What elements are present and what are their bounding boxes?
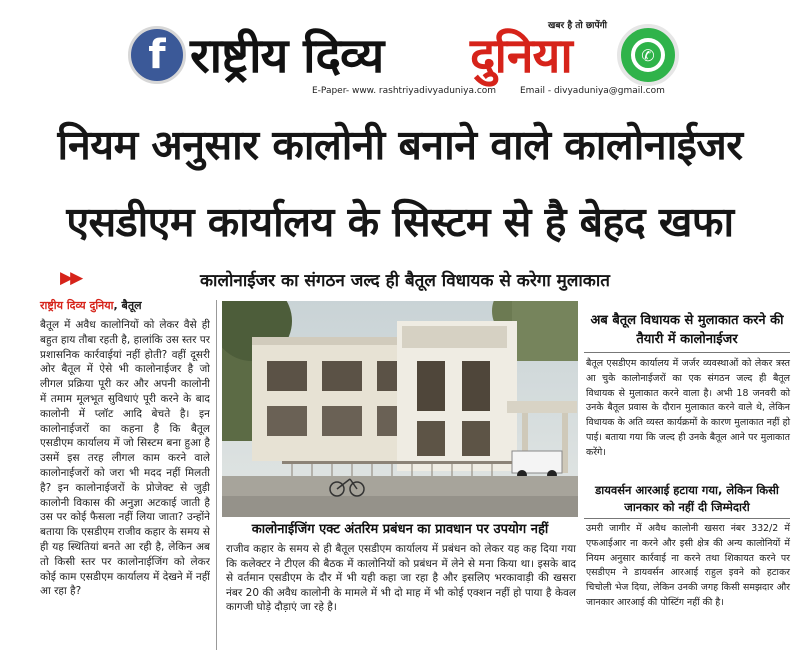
- dateline-place: , बैतूल: [113, 299, 142, 312]
- sidebar-heading-2: डायवर्सन आरआई हटाया गया, लेकिन किसी जानकार को नहीं दी जिम्मेदारी: [595, 483, 779, 514]
- column-divider: [216, 300, 217, 650]
- photo-caption: कालोनाईजिंग एक्ट अंतरिम प्रबंधन का प्रावधान पर उपयोग नहीं: [251, 522, 549, 537]
- facebook-icon: f: [128, 26, 186, 84]
- email-address: Email - divyaduniya@gmail.com: [520, 86, 665, 96]
- sidebar-heading-1: अब बैतूल विधायक से मुलाकात करने की तैयारी में कालोनाईजर: [590, 313, 784, 347]
- play-arrows-icon: ▶▶: [60, 268, 81, 288]
- sidebar-body-2: उमरी जागीर में अवैध कालोनी खसरा नंबर 332/2 में एफआईआर ना करने और इसी क्षेत्र की अन्य कालोनियों में नियम अनुसार कार्रवाई ना करने तथा शिकायत करने पर एसडीएम ने डायवर्सन आरआई राहुल इवने को हटाकर चिचोली भेज दिया, लेकिन उनकी जगह किसी समझदार और जानकार आरआई की पोस्टिंग नहीं की है।: [586, 523, 790, 608]
- article-middle: राजीव कहार के समय से ही बैतूल एसडीएम कार्यालय में प्रबंधन को लेकर यह कह दिया गया कि कलेक्टर ने टीएल की बैठक में कालोनियों को प्रबंधन में लेने से मना किया था। इसके बाद से वर्तमान एसडीएम के दौर में भी यही कहा जा रहा है और इसलिए भरकावाड़ी की खसरा नंबर 20 की अवैध कालोनी के मामले में भी दो माह में भी कोई एक्शन नहीं हो पाया है केवल कागजी घोड़े दौड़ाएं जा रहे है।: [226, 543, 576, 614]
- headline-line-1: नियम अनुसार कालोनी बनाने वाले कालोनाईजर: [57, 121, 743, 169]
- masthead-title: राष्ट्रीय दिव्य: [190, 28, 384, 84]
- sidebar-divider-2: [584, 518, 790, 519]
- sidebar-body-1: बैतूल एसडीएम कार्यालय में जर्जर व्यवस्थाओं को लेकर त्रस्त आ चुके कालोनाईजरों का एक संगठन जल्द ही बैतूल विधायक से मुलाकात करने वाला है। अभी 18 जनवरी को उनके बैतूल प्रवास के दौरान मुलाकात करने वाले थे, लेकिन विधायक के अति व्यस्त कार्यक्रमों के कारण मुलाकात नहीं हो पाई। बताया गया कि जल्द ही उनके बैतूल आने पर मुलाकात करेंगे।: [586, 358, 790, 458]
- masthead-title-red: दुनिया: [470, 28, 572, 84]
- headline-line-2: एसडीएम कार्यालय के सिस्टम से है बेहद खफा: [66, 198, 734, 246]
- dateline-source: राष्ट्रीय दिव्य दुनिया: [40, 299, 114, 312]
- dateline: [40, 298, 142, 313]
- article-photo: [222, 301, 578, 517]
- whatsapp-icon: ✆: [617, 24, 679, 86]
- subheadline: कालोनाईजर का संगठन जल्द ही बैतूल विधायक से करेगा मुलाकात: [200, 271, 610, 291]
- masthead-tagline: खबर है तो छापेंगी: [548, 21, 607, 31]
- epaper-url: E-Paper- www. rashtriyadivyaduniya.com: [312, 86, 497, 96]
- article-left-column: बैतूल में अवैध कालोनियों को लेकर वैसे ही बहुत हाय तौबा रहती है, हालांकि उस स्तर पर प्रशासनिक कार्रवाईयां नहीं होती? वहीं दूसरी ओर बैतूल में ऐसे भी कालोनाईजर है जो लीगल प्रक्रिया पूरी कर और अपनी कालोनी में तमाम मूलभूत सुविधाएं पूरी करने के बाद कालोनी में प्लॉट आदि बेचते है। इन कालोनाईजरों का कहना है कि बैतूल एसडीएम कार्यालय में जो सिस्टम बना हुआ है उसमें इस तरह लीगल काम करने वाले कालोनाईजरों को जरा भी मदद नहीं मिलती है? इन कालोनाईजरों के प्रोजेक्ट से जुड़ी कालोनी विकास की अनुज्ञा अटकाई जाती है उस पर कोई फैसला नहीं लिया जाता? उन्होंने बताया कि एसडीएम राजीव कहार के समय से ही यह स्थितियां बनते आ रही है, लेकिन अब तो किसी स्तर पर कालोनाईजिंग को लेकर कोई काम एसडीएम कार्यालय में देखने में नहीं आ रहा है?: [40, 319, 210, 598]
- sidebar-divider-1: [584, 352, 790, 353]
